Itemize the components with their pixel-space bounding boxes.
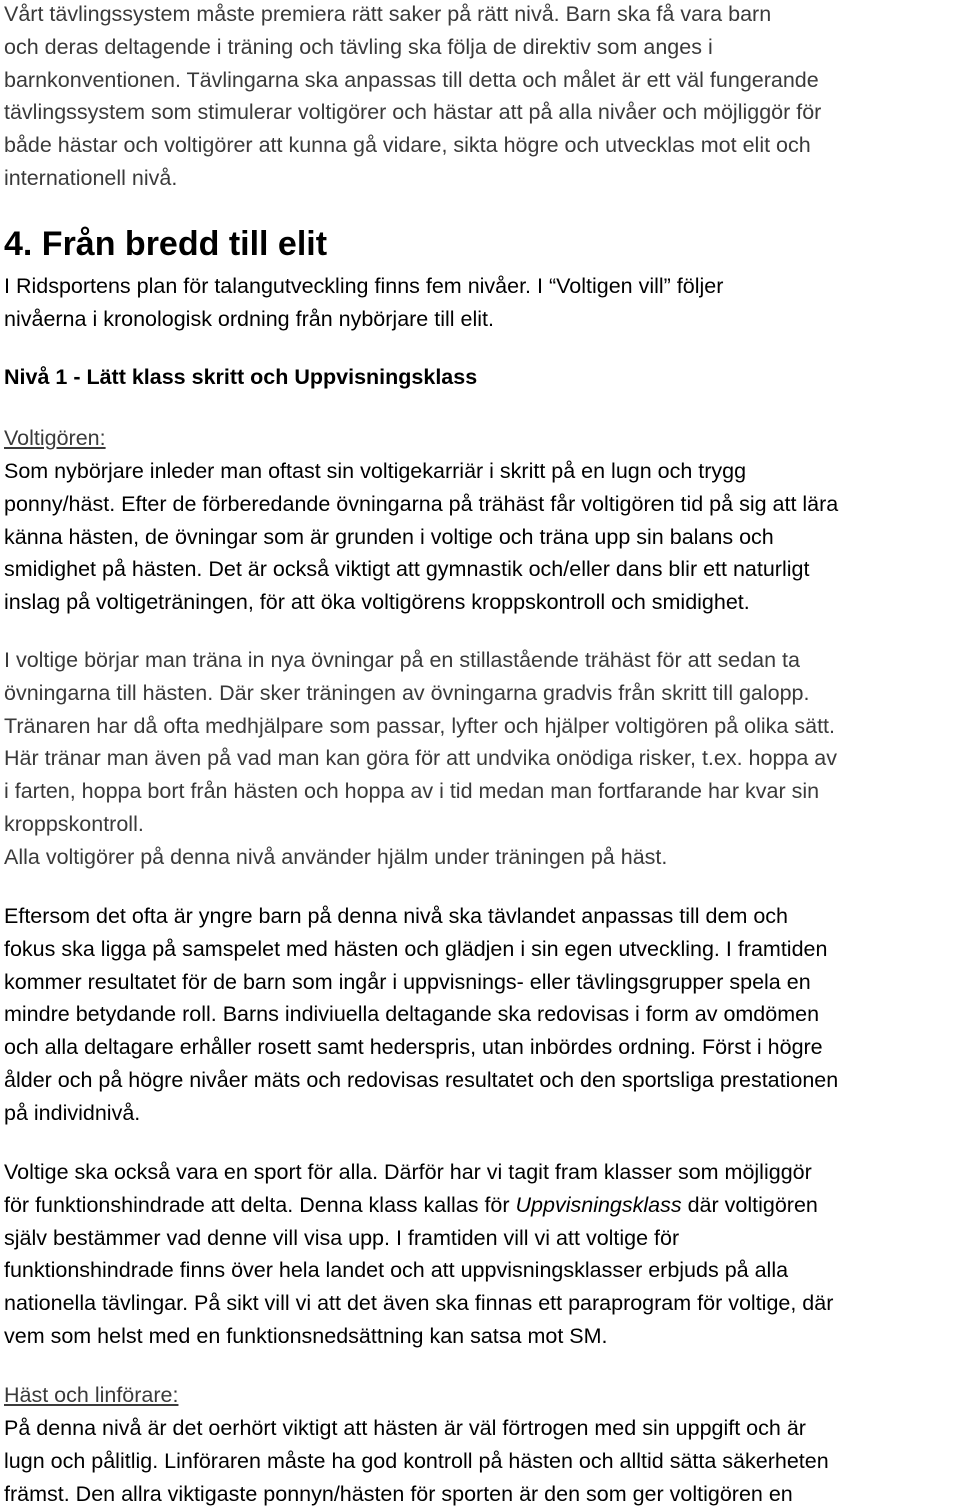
text-line: tävlingssystem som stimulerar voltigörer och hästar att på alla nivåer och möjliggör för (4, 100, 822, 125)
text-line: främst. Den allra viktigaste ponnyn/hästen för sporten är den som ger voltigören en (4, 1481, 793, 1506)
level1-paragraph-5 (4, 1412, 954, 1510)
level1-paragraph-2 (4, 644, 954, 874)
uppvisningsklass-term: Uppvisningsklass (515, 1192, 682, 1217)
text-line: nationella tävlingar. På sikt vill vi att det även ska finnas ett paraprogram för voltige, där (4, 1291, 834, 1316)
text-line: kroppskontroll. (4, 811, 144, 836)
text-line: kommer resultatet för de barn som ingår i uppvisnings- eller tävlingsgrupper spela en (4, 969, 811, 994)
hast-linforare-label: Häst och linförare: (4, 1383, 179, 1407)
text-line: lugn och pålitlig. Linföraren måste ha god kontroll på hästen och alltid sätta säkerheten (4, 1448, 829, 1473)
text-segment: där voltigören (681, 1192, 818, 1217)
section-intro (4, 270, 954, 336)
text-line: känna hästen, de övningar som är grunden i voltige och träna upp sin balans och (4, 524, 774, 549)
text-line: på individnivå. (4, 1100, 141, 1125)
text-line: ponny/häst. Efter de förberedande övningarna på trähäst får voltigören tid på sig att lära (4, 491, 839, 516)
text-line: Vårt tävlingssystem måste premiera rätt saker på rätt nivå. Barn ska få vara barn (4, 2, 772, 26)
text-line: nivåerna i kronologisk ordning från nybörjare till elit. (4, 306, 494, 331)
intro-paragraph (4, 0, 954, 195)
text-line: och deras deltagende i träning och tävling ska följa de direktiv som anges i (4, 34, 713, 59)
text-line: Som nybörjare inleder man oftast sin voltigekarriär i skritt på en lugn och trygg (4, 459, 747, 483)
text-line: I voltige börjar man träna in nya övningar på en stillastående trähäst för att sedan ta (4, 648, 800, 672)
text-line: I Ridsportens plan för talangutveckling finns fem nivåer. I “Voltigen vill” följer (4, 274, 724, 298)
level1-heading: Nivå 1 - Lätt klass skritt och Uppvisningsklass (4, 365, 478, 389)
text-line: vem som helst med en funktionsnedsättning kan satsa mot SM. (4, 1323, 608, 1348)
text-line: ålder och på högre nivåer mäts och redovisas resultatet och den sportsliga prestationen (4, 1067, 839, 1092)
text-line: inslag på voltigeträningen, för att öka voltigörens kroppskontroll och smidighet. (4, 590, 750, 615)
text-line: mindre betydande roll. Barns indiviuella deltagande ska redovisas i form av omdömen (4, 1002, 820, 1027)
text-line: övningarna till hästen. Där sker träningen av övningarna gradvis från skritt till galopp. (4, 680, 810, 705)
text-line: internationell nivå. (4, 165, 178, 190)
section-heading: 4. Från bredd till elit (4, 225, 328, 263)
text-line: Alla voltigörer på denna nivå använder hjälm under träningen på häst. (4, 844, 668, 869)
text-line: Här tränar man även på vad man kan göra för att undvika onödiga risker, t.ex. hoppa av (4, 746, 838, 771)
text-line: i farten, hoppa bort från hästen och hoppa av i tid medan man fortfarande har kvar sin (4, 779, 820, 804)
text-segment: för funktionshindrade att delta. Denna klass kallas för (4, 1192, 516, 1217)
level1-paragraph-1 (4, 455, 954, 619)
text-line: själv bestämmer vad denne vill visa upp. I framtiden vill vi att voltige för (4, 1225, 680, 1250)
text-line: På denna nivå är det oerhört viktigt att hästen är väl förtrogen med sin uppgift och är (4, 1416, 806, 1440)
text-line (4, 1189, 954, 1222)
text-line: barnkonventionen. Tävlingarna ska anpassas till detta och målet är ett väl fungerande (4, 67, 819, 92)
text-line: funktionshindrade finns över hela landet och att uppvisningsklasser erbjuds på alla (4, 1258, 789, 1283)
level1-paragraph-3 (4, 900, 954, 1130)
text-line: Voltige ska också vara en sport för alla. Därför har vi tagit fram klasser som möjliggör (4, 1160, 812, 1184)
text-line: smidighet på hästen. Det är också viktigt att gymnastik och/eller dans blir ett naturligt (4, 557, 810, 582)
text-line: Eftersom det ofta är yngre barn på denna nivå ska tävlandet anpassas till dem och (4, 904, 789, 928)
text-line: Tränaren har då ofta medhjälpare som passar, lyfter och hjälper voltigören på olika sätt. (4, 713, 835, 738)
text-line: fokus ska ligga på samspelet med hästen och glädjen i sin egen utveckling. I framtiden (4, 936, 828, 961)
level1-paragraph-4 (4, 1156, 954, 1353)
text-line: och alla deltagare erhåller rosett samt hederspris, utan inbördes ordning. Först i högre (4, 1035, 823, 1060)
voltigoren-label: Voltigören: (4, 426, 106, 450)
text-line: både hästar och voltigörer att kunna gå vidare, sikta högre och utvecklas mot elit och (4, 133, 811, 158)
